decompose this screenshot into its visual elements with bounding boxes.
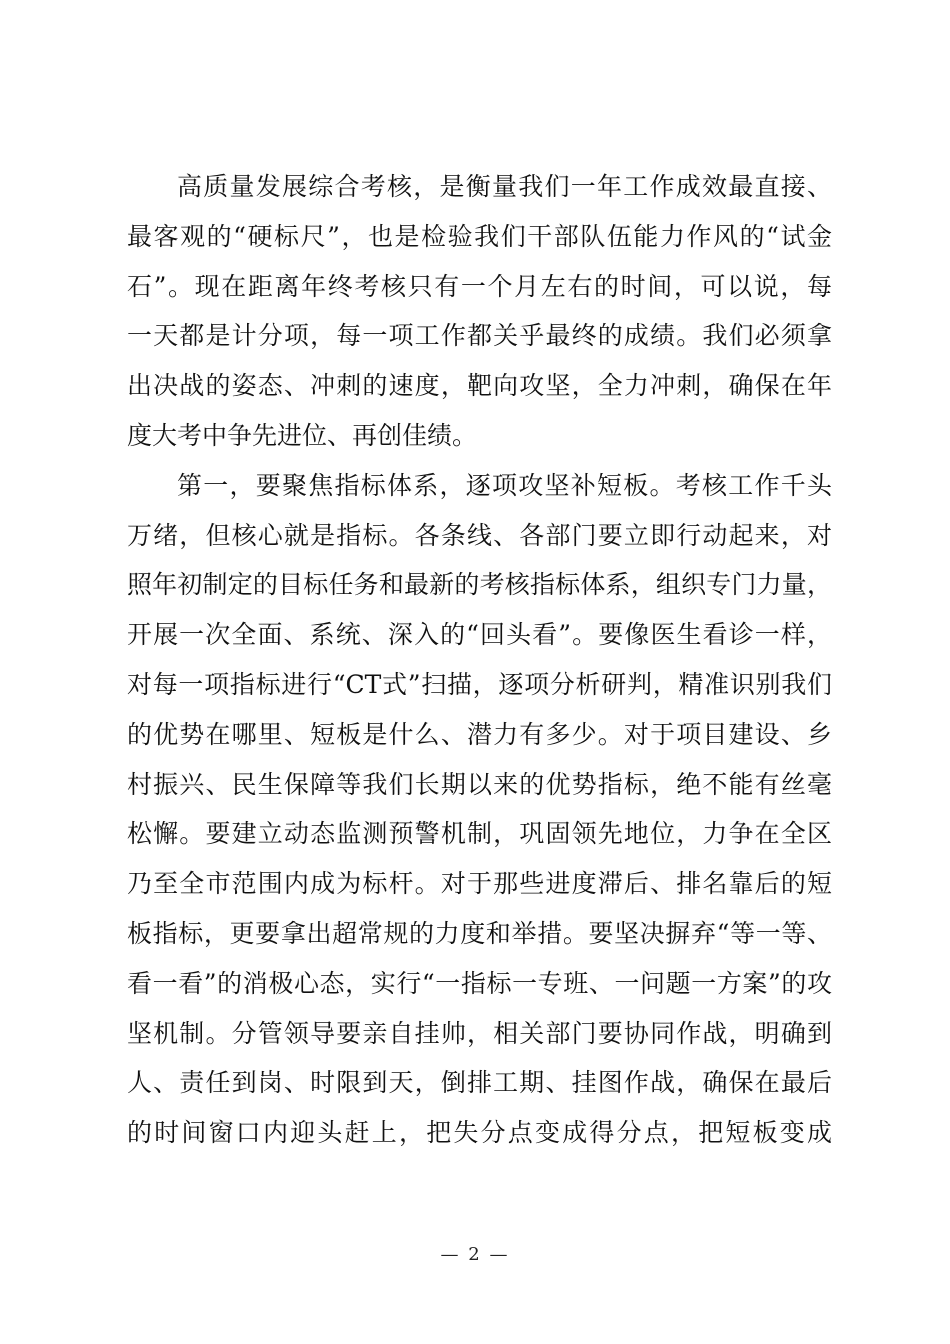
paragraph-line: 一天都是计分项，每一项工作都关乎最终的成绩。我们必须拿 [127, 321, 832, 351]
paragraph-line: 人、责任到岗、时限到天，倒排工期、挂图作战，确保在最后 [127, 1068, 832, 1098]
paragraph-line: 开展一次全面、系统、深入的“回头看”。要像医生看诊一样， [127, 620, 832, 650]
paragraph-line: 坚机制。分管领导要亲自挂帅，相关部门要协同作战，明确到 [127, 1018, 832, 1048]
page-number: — 2 — [440, 1244, 510, 1265]
paragraph-line: 看一看”的消极心态，实行“一指标一专班、一问题一方案”的攻 [127, 968, 832, 998]
paragraph-line: 板指标，更要拿出超常规的力度和举措。要坚决摒弃“等一等、 [127, 918, 832, 948]
paragraph-line: 第一，要聚焦指标体系，逐项攻坚补短板。考核工作千头 [177, 470, 832, 500]
paragraph-line: 最客观的“硬标尺”，也是检验我们干部队伍能力作风的“试金 [127, 221, 832, 251]
paragraph-line: 照年初制定的目标任务和最新的考核指标体系，组织专门力量， [127, 570, 832, 600]
paragraph-line: 对每一项指标进行“CT式”扫描，逐项分析研判，精准识别我们 [127, 669, 832, 699]
paragraph-line: 乃至全市范围内成为标杆。对于那些进度滞后、排名靠后的短 [127, 869, 832, 899]
paragraph-line: 万绪，但核心就是指标。各条线、各部门要立即行动起来，对 [127, 520, 832, 550]
paragraph-line: 高质量发展综合考核，是衡量我们一年工作成效最直接、 [177, 172, 832, 201]
paragraph-line: 石”。现在距离年终考核只有一个月左右的时间，可以说，每 [127, 271, 832, 301]
body-text [127, 162, 832, 1158]
paragraph-line: 松懈。要建立动态监测预警机制，巩固领先地位，力争在全区 [127, 819, 832, 849]
paragraph-line: 村振兴、民生保障等我们长期以来的优势指标，绝不能有丝毫 [127, 769, 832, 799]
paragraph-line: 出决战的姿态、冲刺的速度，靶向攻坚，全力冲刺，确保在年 [127, 371, 832, 401]
paragraph-line: 的优势在哪里、短板是什么、潜力有多少。对于项目建设、乡 [127, 719, 832, 749]
paragraph-line: 度大考中争先进位、再创佳绩。 [127, 420, 478, 450]
paragraph-line: 的时间窗口内迎头赶上，把失分点变成得分点，把短板变成 [127, 1118, 832, 1148]
